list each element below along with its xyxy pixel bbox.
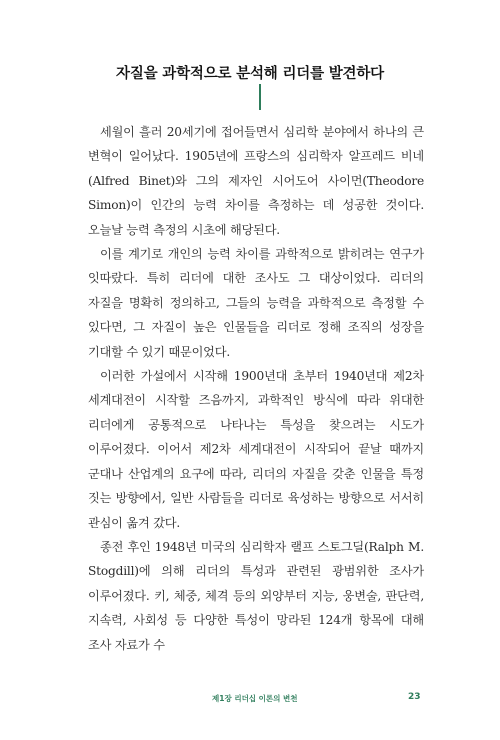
- title-divider: [259, 84, 261, 110]
- paragraph-2: 이를 계기로 개인의 능력 차이를 과학적으로 밝히려는 연구가 잇따랐다. 특히 리더에 대한 조사도 그 대상이었다. 리더의 자질을 명확히 정의하고, 그들의 능력을 과학적으로 측정할 수 있다면, 그 자질이 높은 인물들을 리더로 정해 조직의 성장을 기대할 수 있기 때문이었다.: [88, 247, 424, 359]
- section-title: 자질을 과학적으로 분석해 리더를 발견하다: [116, 66, 384, 82]
- paragraph-3: 이러한 가설에서 시작해 1900년대 초부터 1940년대 제2차 세계대전이 시작할 즈음까지, 과학적인 방식에 따라 위대한 리더에게 공통적으로 나타나는 특성을 찾으려는 시도가 이루어졌다. 이어서 제2차 세계대전이 시작되어 끝날 때까지 군대나 산업계의 요구에 따라, 리더의 자질을 갖춘 인물을 특정 짓는 방향에서, 일반 사람들을 리더로 육성하는 방향으로 서서히 관심이 옮겨 갔다.: [88, 369, 424, 530]
- page-number: 23: [408, 692, 421, 702]
- paragraph-1: 세월이 흘러 20세기에 접어들면서 심리학 분야에서 하나의 큰 변혁이 일어났다. 1905년에 프랑스의 심리학자 알프레드 비네(Alfred Binet)와 그의 제자인 시어도어 사이먼(Theodore Simon)이 인간의 능력 차이를 측정하는 데 성공한 것이다. 오늘날 능력 측정의 시초에 해당된다.: [88, 125, 424, 237]
- page-footer: [0, 691, 500, 707]
- footer-chapter-title: 제1장 리더십 이론의 변천: [212, 694, 298, 703]
- paragraph-4: 종전 후인 1948년 미국의 심리학자 랠프 스토그딜(Ralph M. Stogdill)에 의해 리더의 특성과 관련된 광범위한 조사가 이루어졌다. 키, 체중, 체격 등의 외양부터 지능, 웅변술, 판단력, 지속력, 사회성 등 다양한 특성이 망라된 124개 항목에 대해 조사 자료가 수: [88, 539, 424, 652]
- body-text: [88, 120, 424, 657]
